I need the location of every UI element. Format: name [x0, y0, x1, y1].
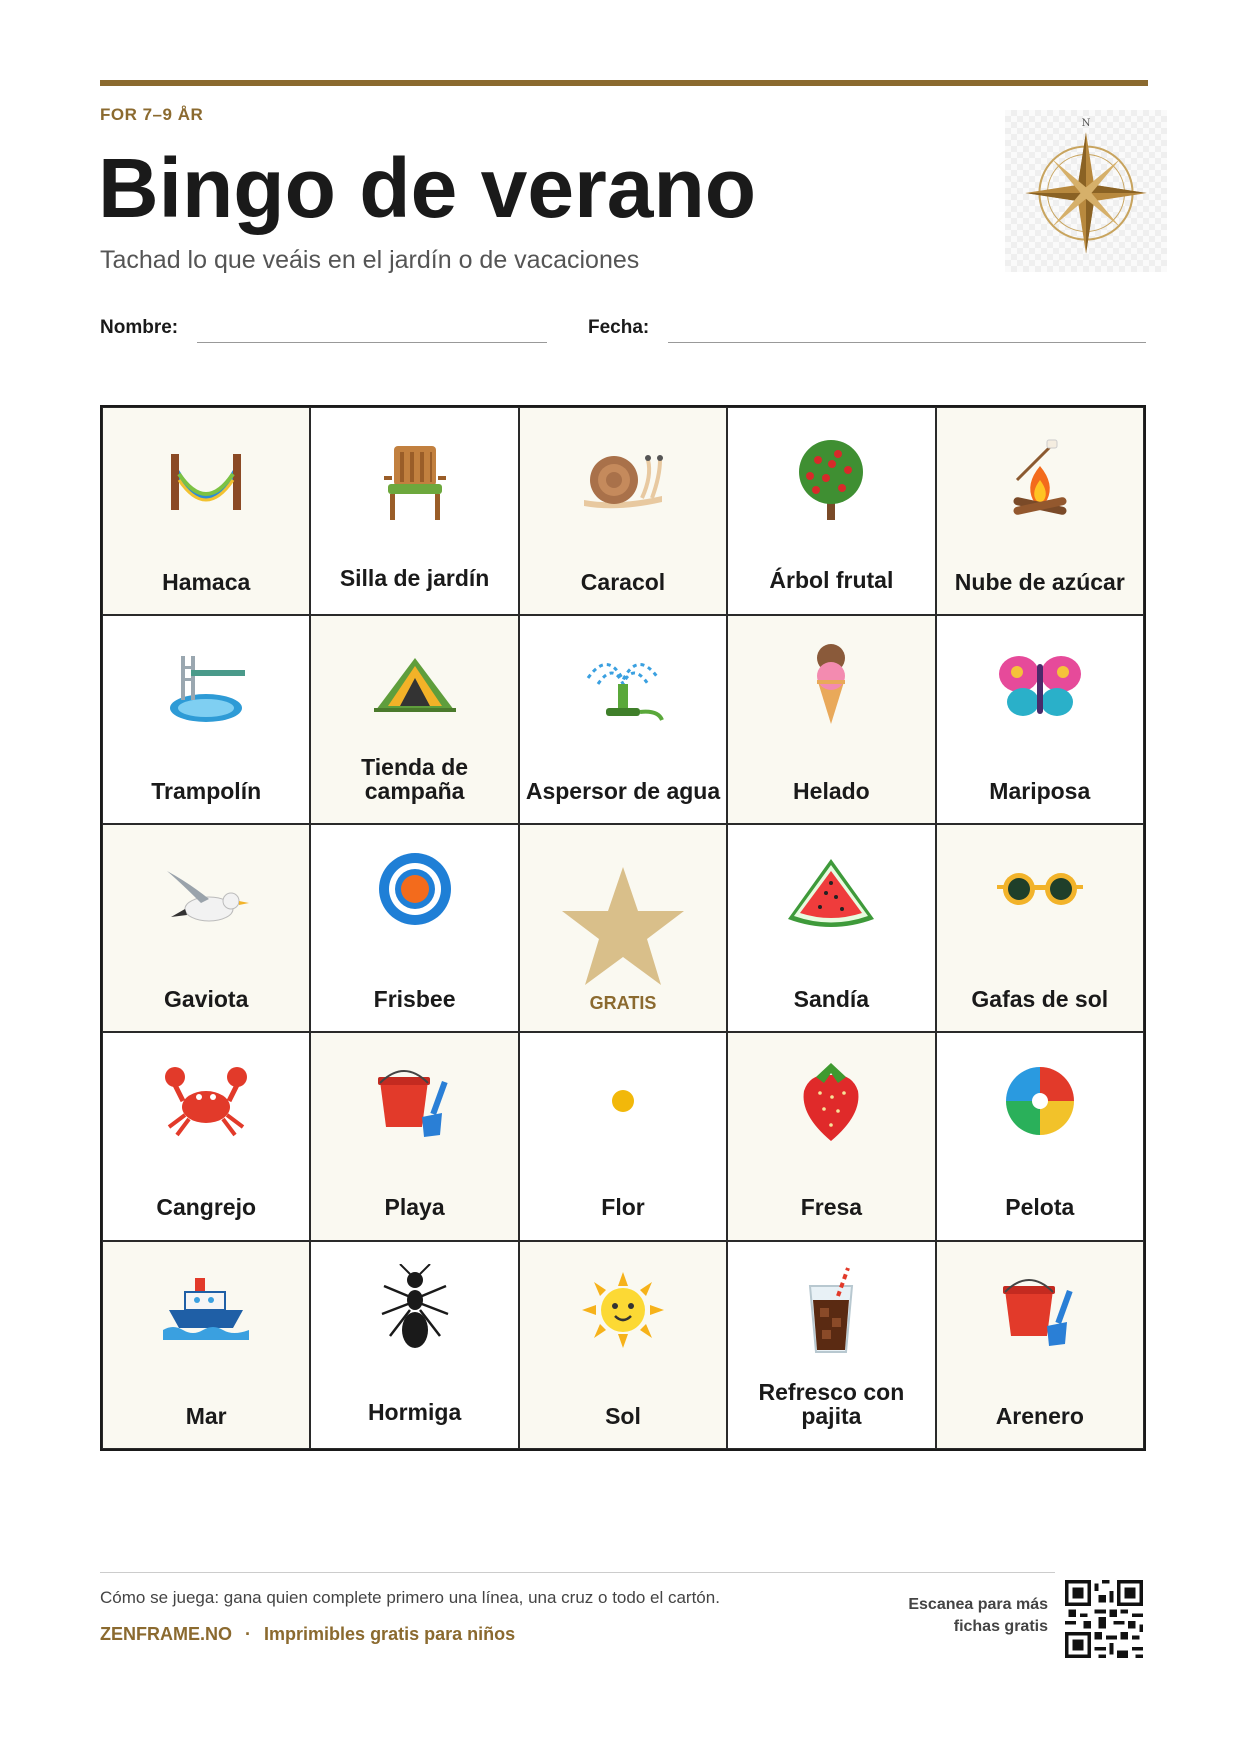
date-label: Fecha: [588, 317, 650, 338]
cell-label: Trampolín [151, 777, 262, 804]
cell-label: Sol [605, 1402, 641, 1429]
sprinkler-icon [578, 644, 668, 734]
bingo-cell[interactable] [310, 407, 518, 615]
cell-label: Caracol [580, 569, 666, 596]
brand-link[interactable]: ZENFRAME.NO [100, 1624, 232, 1644]
cell-label: Nube de azúcar [954, 569, 1125, 596]
bingo-cell[interactable] [102, 824, 310, 1032]
bingo-cell[interactable] [936, 1241, 1144, 1449]
cell-label: Helado [793, 777, 870, 804]
bingo-cell[interactable] [102, 1032, 310, 1240]
bingo-cell[interactable] [727, 1032, 935, 1240]
bingo-cell[interactable] [102, 1241, 310, 1449]
watermelon-icon [786, 853, 876, 943]
name-label: Nombre: [100, 317, 179, 338]
sunglasses-icon [995, 853, 1085, 943]
sandbox-bucket-icon [995, 1270, 1085, 1360]
star-icon [558, 863, 688, 993]
cell-label: Mar [185, 1402, 227, 1429]
name-field[interactable] [197, 342, 547, 343]
bingo-cell[interactable] [519, 1032, 727, 1240]
ice-cream-icon [786, 636, 876, 726]
free-label: GRATIS [589, 993, 657, 1014]
bingo-cell[interactable] [936, 1032, 1144, 1240]
brand-line [100, 1624, 515, 1645]
seagull-icon [161, 853, 251, 943]
cell-label: Sandía [793, 986, 870, 1013]
scan-line-1: Escanea para más [908, 1596, 1048, 1613]
bingo-cell[interactable] [727, 1241, 935, 1449]
cell-label: Árbol frutal [769, 567, 894, 594]
cell-label: Tienda de campaña [361, 753, 469, 804]
soda-icon [786, 1266, 876, 1356]
tent-icon [370, 644, 460, 734]
bingo-cell[interactable] [310, 1241, 518, 1449]
bingo-cell[interactable] [936, 824, 1144, 1032]
bingo-cell[interactable] [102, 615, 310, 823]
bingo-cell[interactable] [310, 615, 518, 823]
age-label: FOR 7–9 ÅR [100, 105, 204, 124]
bingo-cell[interactable] [727, 407, 935, 615]
cell-label: Flor [601, 1194, 645, 1221]
bingo-cell[interactable] [519, 407, 727, 615]
campfire-marshmallow-icon [995, 436, 1085, 526]
strawberry-icon [786, 1055, 876, 1145]
cell-label: Frisbee [373, 986, 456, 1013]
page-title: Bingo de verano [98, 141, 757, 235]
bingo-cell[interactable] [727, 615, 935, 823]
cell-label: Gaviota [164, 986, 249, 1013]
garden-chair-icon [370, 436, 460, 526]
sun-icon [578, 1270, 668, 1360]
bingo-cell[interactable] [519, 1241, 727, 1449]
cell-label: Pelota [1005, 1194, 1075, 1221]
butterfly-icon [995, 644, 1085, 734]
bingo-grid [100, 405, 1146, 1451]
cell-label: Cangrejo [156, 1194, 257, 1221]
bingo-cell[interactable] [310, 1032, 518, 1240]
cell-label: Hamaca [162, 569, 251, 596]
brand-separator: · [245, 1624, 252, 1644]
cell-label: Mariposa [989, 777, 1091, 804]
snail-icon [578, 436, 668, 526]
crab-icon [161, 1061, 251, 1151]
qr-code-icon[interactable] [1065, 1580, 1143, 1658]
diving-board-icon [161, 644, 251, 734]
top-accent-bar [100, 80, 1148, 86]
bingo-cell[interactable] [102, 407, 310, 615]
boat-icon [161, 1270, 251, 1360]
bucket-spade-icon [370, 1061, 460, 1151]
cell-label: Refresco con pajita [758, 1378, 905, 1429]
cell-label: Arenero [995, 1402, 1084, 1429]
bingo-cell[interactable] [519, 615, 727, 823]
bingo-cell[interactable] [936, 407, 1144, 615]
beach-ball-icon [995, 1061, 1085, 1151]
compass-rose-icon [1005, 110, 1167, 272]
footer-divider [100, 1572, 1055, 1573]
scan-text [878, 1594, 1048, 1639]
frisbee-icon [370, 853, 460, 943]
hammock-icon [161, 436, 251, 526]
bingo-cell[interactable] [936, 615, 1144, 823]
brand-tagline: Imprimibles gratis para niños [264, 1624, 516, 1644]
svg-text:N: N [1081, 118, 1091, 130]
cell-label: Aspersor de agua [525, 777, 721, 804]
page-subtitle: Tachad lo que veáis en el jardín o de vacaciones [100, 246, 640, 274]
scan-line-2: fichas gratis [953, 1618, 1048, 1636]
bingo-cell[interactable] [310, 824, 518, 1032]
cell-label: Hormiga [367, 1398, 462, 1425]
ant-icon [370, 1264, 460, 1354]
cell-label: Silla de jardín [339, 565, 490, 592]
cell-label: Playa [384, 1194, 445, 1221]
fruit-tree-icon [786, 436, 876, 526]
cell-label: Fresa [800, 1194, 863, 1221]
cell-label: Gafas de sol [971, 986, 1109, 1013]
flower-icon [578, 1061, 668, 1151]
how-to-play: Cómo se juega: gana quien complete primero una línea, una cruz o todo el cartón. [100, 1588, 720, 1607]
free-cell[interactable] [519, 824, 727, 1032]
bingo-cell[interactable] [727, 824, 935, 1032]
date-field[interactable] [668, 342, 1146, 343]
